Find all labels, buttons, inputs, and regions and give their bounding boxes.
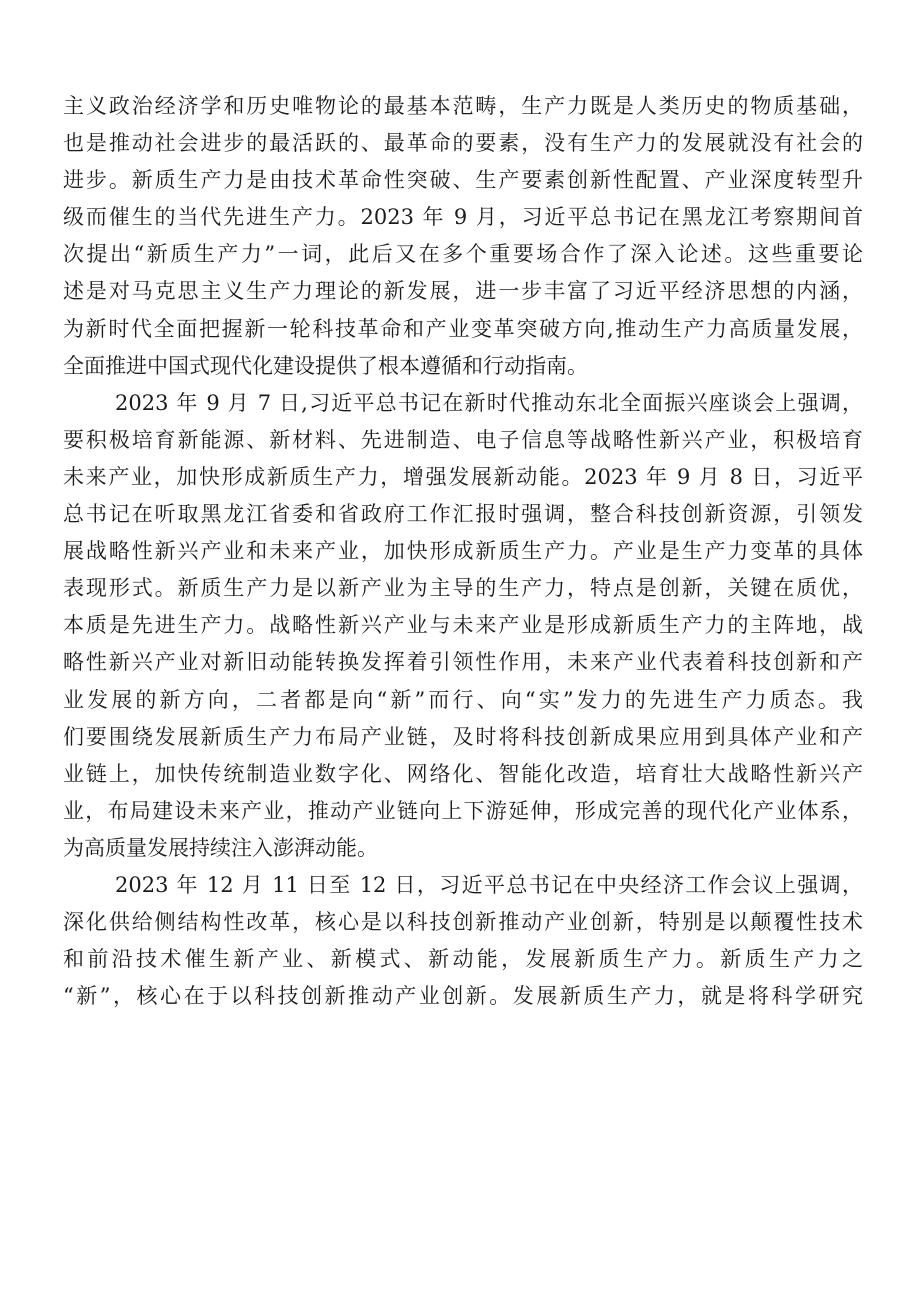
- paragraph-line: 深化供给侧结构性改革，核心是以科技创新推动产业创新，特别是以颠覆性技术: [63, 910, 863, 935]
- paragraph-line: 略性新兴产业对新旧动能转换发挥着引领性作用，未来产业代表着科技创新和产: [63, 650, 863, 675]
- paragraph-line: 们要围绕发展新质生产力布局产业链，及时将科技创新成果应用到具体产业和产: [63, 724, 863, 749]
- paragraph-3: [63, 867, 863, 1015]
- paragraph-line: 业，布局建设未来产业，推动产业链向上下游延伸，形成完善的现代化产业体系，: [63, 798, 863, 823]
- paragraph-line: 表现形式。新质生产力是以新产业为主导的生产力，特点是创新，关键在质优，: [63, 576, 863, 601]
- paragraph-line: 展战略性新兴产业和未来产业，加快形成新质生产力。产业是生产力变革的具体: [63, 539, 863, 564]
- paragraph-line: 2023 年 9 月 7 日,习近平总书记在新时代推动东北全面振兴座谈会上强调，: [115, 390, 863, 415]
- paragraph-line: 要积极培育新能源、新材料、先进制造、电子信息等战略性新兴产业，积极培育: [63, 427, 863, 452]
- paragraph-line: 述是对马克思主义生产力理论的新发展，进一步丰富了习近平经济思想的内涵，: [63, 279, 863, 304]
- paragraph-line: 本质是先进生产力。战略性新兴产业与未来产业是形成新质生产力的主阵地，战: [63, 613, 863, 638]
- paragraph-line: 未来产业，加快形成新质生产力，增强发展新动能。2023 年 9 月 8 日，习近平: [63, 464, 863, 489]
- paragraph-line: 级而催生的当代先进生产力。2023 年 9 月，习近平总书记在黑龙江考察期间首: [63, 205, 863, 230]
- paragraph-line: 进步。新质生产力是由技术革命性突破、生产要素创新性配置、产业深度转型升: [63, 168, 863, 193]
- document-body: [63, 88, 863, 1015]
- paragraph-line: 业链上，加快传统制造业数字化、网络化、智能化改造，培育壮大战略性新兴产: [63, 761, 863, 786]
- paragraph-2: [63, 385, 863, 867]
- paragraph-line: 业发展的新方向，二者都是向“新”而行、向“实”发力的先进生产力质态。我: [63, 687, 863, 712]
- paragraph-line: 总书记在听取黑龙江省委和省政府工作汇报时强调，整合科技创新资源，引领发: [63, 502, 863, 527]
- paragraph-1: [63, 88, 863, 385]
- paragraph-line: 和前沿技术催生新产业、新模式、新动能，发展新质生产力。新质生产力之: [63, 947, 863, 972]
- paragraph-line: 全面推进中国式现代化建设提供了根本遵循和行动指南。: [63, 353, 588, 378]
- paragraph-line: 主义政治经济学和历史唯物论的最基本范畴，生产力既是人类历史的物质基础，: [63, 94, 863, 118]
- paragraph-line: 也是推动社会进步的最活跃的、最革命的要素，没有生产力的发展就没有社会的: [63, 131, 863, 156]
- paragraph-line: “新”，核心在于以科技创新推动产业创新。发展新质生产力，就是将科学研究: [63, 984, 863, 1009]
- paragraph-line: 为新时代全面把握新一轮科技革命和产业变革突破方向,推动生产力高质量发展，: [63, 316, 863, 341]
- paragraph-line: 次提出“新质生产力”一词，此后又在多个重要场合作了深入论述。这些重要论: [63, 242, 863, 267]
- paragraph-line: 2023 年 12 月 11 日至 12 日，习近平总书记在中央经济工作会议上强调，: [115, 872, 863, 897]
- paragraph-line: 为高质量发展持续注入澎湃动能。: [63, 835, 378, 860]
